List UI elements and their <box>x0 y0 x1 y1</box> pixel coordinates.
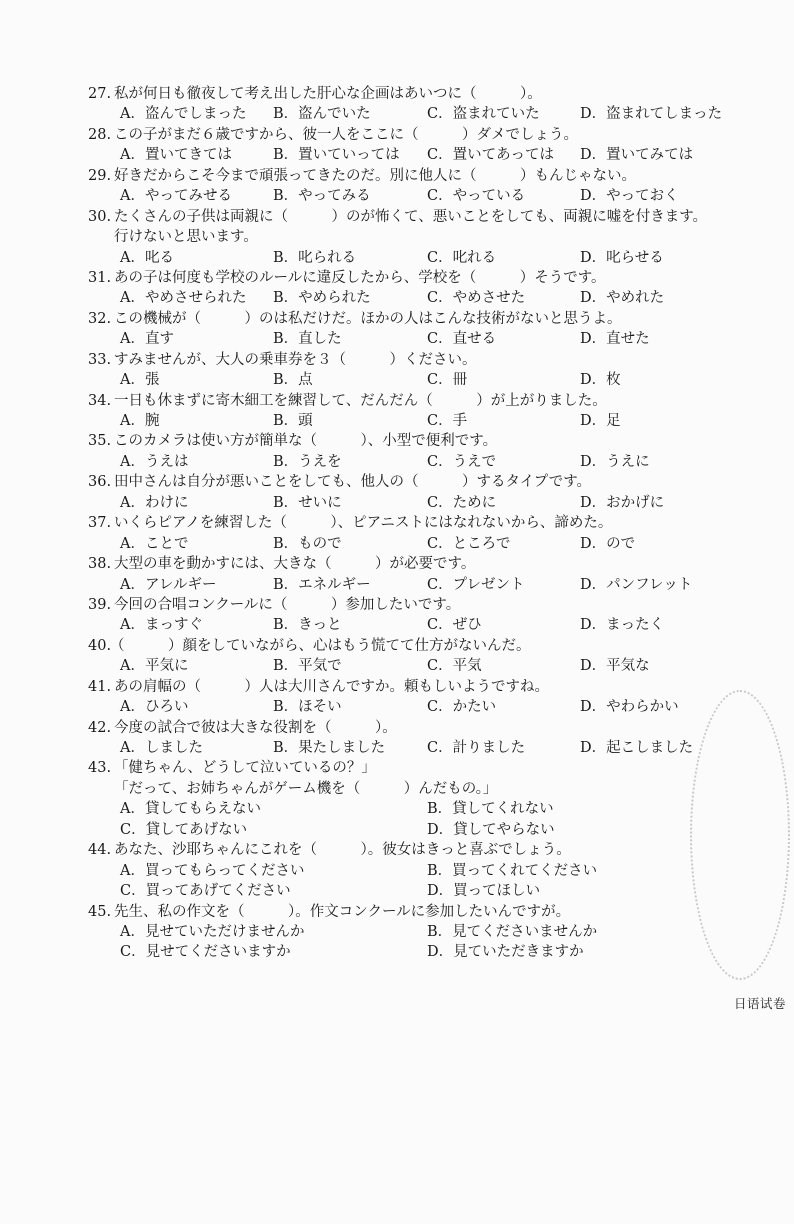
question-text: あなた、沙耶ちゃんにこれを（ ）。彼女はきっと喜ぶでしょう。 <box>114 842 571 859</box>
answer-option[interactable]: D．まったく <box>580 617 665 634</box>
answer-option[interactable]: A．貸してもらえない <box>120 801 261 818</box>
answer-option[interactable]: A．やってみせる <box>120 188 232 205</box>
answer-option[interactable]: C．ところで <box>427 535 511 552</box>
question-line <box>0 718 794 738</box>
options-row <box>0 575 794 595</box>
answer-option[interactable]: D．うえに <box>580 453 650 470</box>
options-row <box>0 493 794 513</box>
options-row <box>0 288 794 308</box>
answer-option[interactable]: C．直せる <box>427 331 497 348</box>
answer-option[interactable]: C．平気 <box>427 658 482 675</box>
answer-option[interactable]: A．やめさせられた <box>120 290 247 307</box>
answer-option[interactable]: A．平気に <box>120 658 189 675</box>
answer-option[interactable]: B．うえを <box>273 453 342 470</box>
answer-option[interactable]: B．せいに <box>273 494 342 511</box>
question-line <box>0 125 794 145</box>
question-line <box>0 513 794 533</box>
answer-option[interactable]: D．やわらかい <box>580 699 679 716</box>
question-text: あの子は何度も学校のルールに違反したから、学校を（ ）そうです。 <box>114 269 606 286</box>
question-number: 45. <box>88 903 112 920</box>
question-text: 今回の合唱コンクールに（ ）参加したいです。 <box>114 596 461 613</box>
answer-option[interactable]: C．手 <box>427 413 468 429</box>
question-text: 「健ちゃん、どうして泣いているの？」 <box>114 760 376 777</box>
options-row <box>0 738 794 758</box>
answer-option[interactable]: B．盗んでいた <box>273 106 371 123</box>
question-text: 一日も休まずに寄木細工を練習して、だんだん（ ）が上がりました。 <box>114 392 607 409</box>
question-sheet <box>0 84 794 963</box>
answer-option[interactable]: B．ほそい <box>273 699 342 716</box>
answer-option[interactable]: C．買ってあげてください <box>120 883 291 900</box>
answer-option[interactable]: A．買ってもらってください <box>120 862 305 879</box>
question-line <box>0 902 794 922</box>
question-text: 「だって、お姉ちゃんがゲーム機を（ ）んだもの。」 <box>114 780 498 797</box>
options-row <box>0 104 794 124</box>
question-text: （ ）顔をしていながら、心はもう慌てて仕方がないんだ。 <box>110 637 531 654</box>
question-text: 行けないと思います。 <box>114 229 258 246</box>
answer-option[interactable]: B．やってみる <box>273 188 371 205</box>
question-text: たくさんの子供は両親に（ ）のが怖くて、悪いことをしても、両親に嘘を付きます。 <box>114 208 708 225</box>
answer-option[interactable]: B．平気で <box>273 658 342 675</box>
question-text: 私が何日も徹夜して考え出した肝心な企画はあいつに（ ）。 <box>114 86 542 102</box>
options-row <box>0 145 794 165</box>
question-number: 33. <box>88 351 112 368</box>
answer-option[interactable]: D．枚 <box>580 372 621 389</box>
question-number: 37. <box>88 515 112 532</box>
answer-option[interactable]: C．やっている <box>427 188 526 205</box>
answer-option[interactable]: B．点 <box>273 372 313 389</box>
question-number: 44. <box>88 842 112 859</box>
question-number: 38. <box>88 556 112 573</box>
options-row <box>0 820 794 840</box>
answer-option[interactable]: C．置いてあっては <box>427 147 554 164</box>
answer-option[interactable]: D．やっておく <box>580 188 679 205</box>
question-number: 29. <box>88 167 112 184</box>
answer-option[interactable]: D．置いてみては <box>580 147 694 164</box>
question-text: 田中さんは自分が悪いことをしても、他人の（ ）するタイプです。 <box>114 474 592 491</box>
answer-option[interactable]: B．もので <box>273 535 342 552</box>
answer-option[interactable]: D．足 <box>580 413 621 429</box>
options-row <box>0 411 794 431</box>
question-text: 好きだからこそ今まで頑張ってきたのだ。別に他人に（ ）もんじゃない。 <box>114 167 636 184</box>
question-number: 27. <box>88 86 112 102</box>
answer-option[interactable]: A．張 <box>120 372 160 389</box>
question-line <box>0 677 794 697</box>
question-text: 先生、私の作文を（ ）。作文コンクールに参加したいんですが。 <box>114 903 571 920</box>
answer-option[interactable]: A．しました <box>120 740 203 756</box>
answer-option[interactable]: A．ことで <box>120 535 189 552</box>
question-line <box>0 84 794 104</box>
answer-option[interactable]: C．うえで <box>427 453 497 470</box>
question-text: すみませんが、大人の乗車券を３（ ）ください。 <box>114 351 477 368</box>
answer-option[interactable]: A．わけに <box>120 494 189 511</box>
answer-option[interactable]: D．おかげに <box>580 494 665 511</box>
options-row <box>0 922 794 942</box>
answer-option[interactable]: C．見せてくださいますか <box>120 944 291 961</box>
question-line <box>0 309 794 329</box>
answer-option[interactable]: A．腕 <box>120 413 160 429</box>
answer-option[interactable]: A．盗んでしまった <box>120 106 247 123</box>
answer-option[interactable]: D．やめれた <box>580 290 665 307</box>
options-row <box>0 861 794 881</box>
answer-option[interactable]: B．きっと <box>273 617 342 634</box>
answer-option[interactable]: A．叱る <box>120 249 174 266</box>
answer-option[interactable]: B．頭 <box>273 413 313 429</box>
options-row <box>0 942 794 962</box>
question-line <box>0 166 794 186</box>
question-number: 35. <box>88 433 112 450</box>
question-line <box>0 268 794 288</box>
answer-option[interactable]: D．見ていただきますか <box>427 944 584 961</box>
answer-option[interactable]: D．買ってほしい <box>427 883 541 900</box>
answer-option[interactable]: D．貸してやらない <box>427 821 555 838</box>
answer-option[interactable]: B．買ってくれてください <box>427 862 598 879</box>
page-footer: 日语试卷 <box>734 996 787 1011</box>
question-line <box>0 595 794 615</box>
question-text: 大型の車を動かすには、大きな（ ）が必要です。 <box>114 556 476 573</box>
question-number: 41. <box>88 678 112 695</box>
answer-option[interactable]: A．まっすぐ <box>120 617 203 634</box>
answer-option[interactable]: B．エネルギー <box>273 576 371 593</box>
question-number: 31. <box>88 269 112 286</box>
question-number: 36. <box>88 474 112 491</box>
question-number: 28. <box>88 126 112 143</box>
question-line <box>0 207 794 227</box>
answer-option[interactable]: C．計りました <box>427 740 526 756</box>
question-text: この機械が（ ）のは私だけだ。ほかの人はこんな技術がないと思うよ。 <box>114 310 622 327</box>
question-line <box>0 227 794 247</box>
answer-option[interactable]: C．ぜひ <box>427 617 482 634</box>
question-text: あの肩幅の（ ）人は大川さんですか。頼もしいようですね。 <box>114 678 549 695</box>
answer-option[interactable]: D．叱らせる <box>580 249 664 266</box>
options-row <box>0 615 794 635</box>
answer-option[interactable]: A．置いてきては <box>120 147 232 164</box>
answer-option[interactable]: A．アレルギー <box>120 576 217 593</box>
question-line <box>0 391 794 411</box>
answer-option[interactable]: C．叱れる <box>427 249 497 266</box>
question-text: このカメラは使い方が簡単な（ ）、小型で便利です。 <box>114 433 498 450</box>
question-number: 30. <box>88 208 112 225</box>
question-line <box>0 431 794 451</box>
question-number: 34. <box>88 392 112 409</box>
answer-option[interactable]: C．プレゼント <box>427 576 525 593</box>
answer-option[interactable]: C．冊 <box>427 372 468 389</box>
question-number: 39. <box>88 596 112 613</box>
answer-option[interactable]: C．やめさせた <box>427 290 526 307</box>
options-row <box>0 370 794 390</box>
answer-option[interactable]: B．叱られる <box>273 249 357 266</box>
answer-option[interactable]: A．うえは <box>120 453 189 470</box>
question-number: 32. <box>88 310 112 327</box>
question-line <box>0 758 794 778</box>
answer-option[interactable]: B．直した <box>273 331 342 348</box>
answer-option[interactable]: C．かたい <box>427 699 497 716</box>
options-row <box>0 881 794 901</box>
options-row <box>0 248 794 268</box>
options-row <box>0 452 794 472</box>
options-row <box>0 799 794 819</box>
answer-option[interactable]: B．やめられた <box>273 290 371 307</box>
options-row <box>0 329 794 349</box>
answer-option[interactable]: B．置いていっては <box>273 147 400 164</box>
question-line <box>0 472 794 492</box>
answer-option[interactable]: D．平気な <box>580 658 650 675</box>
answer-option[interactable]: A．直す <box>120 331 174 348</box>
answer-option[interactable]: B．見てくださいませんか <box>427 923 598 940</box>
answer-option[interactable]: A．見せていただけませんか <box>120 923 305 940</box>
question-line <box>0 779 794 799</box>
answer-option[interactable]: A．ひろい <box>120 699 189 716</box>
answer-option[interactable]: C．盗まれていた <box>427 106 540 123</box>
question-number: 40. <box>88 637 112 654</box>
question-line <box>0 636 794 656</box>
question-line <box>0 840 794 860</box>
question-number: 42. <box>88 719 112 736</box>
answer-option[interactable]: D．ので <box>580 535 636 552</box>
question-line <box>0 350 794 370</box>
answer-option[interactable]: D．パンフレット <box>580 576 693 593</box>
options-row <box>0 697 794 717</box>
answer-option[interactable]: D．盗まれてしまった <box>580 106 723 123</box>
options-row <box>0 656 794 676</box>
answer-option[interactable]: B．貸してくれない <box>427 801 554 818</box>
answer-option[interactable]: C．貸してあげない <box>120 821 248 838</box>
question-text: いくらピアノを練習した（ ）、ピアニストにはなれないから、諦めた。 <box>114 515 613 532</box>
answer-option[interactable]: B．果たしました <box>273 740 386 756</box>
question-number: 43. <box>88 760 112 777</box>
question-text: この子がまだ６歳ですから、彼一人をここに（ ）ダメでしょう。 <box>114 126 578 143</box>
options-row <box>0 534 794 554</box>
answer-option[interactable]: D．直せた <box>580 331 650 348</box>
answer-option[interactable]: C．ために <box>427 494 497 511</box>
options-row <box>0 186 794 206</box>
answer-option[interactable]: D．起こしました <box>580 740 694 756</box>
question-text: 今度の試合で彼は大きな役割を（ ）。 <box>114 719 397 736</box>
question-line <box>0 554 794 574</box>
